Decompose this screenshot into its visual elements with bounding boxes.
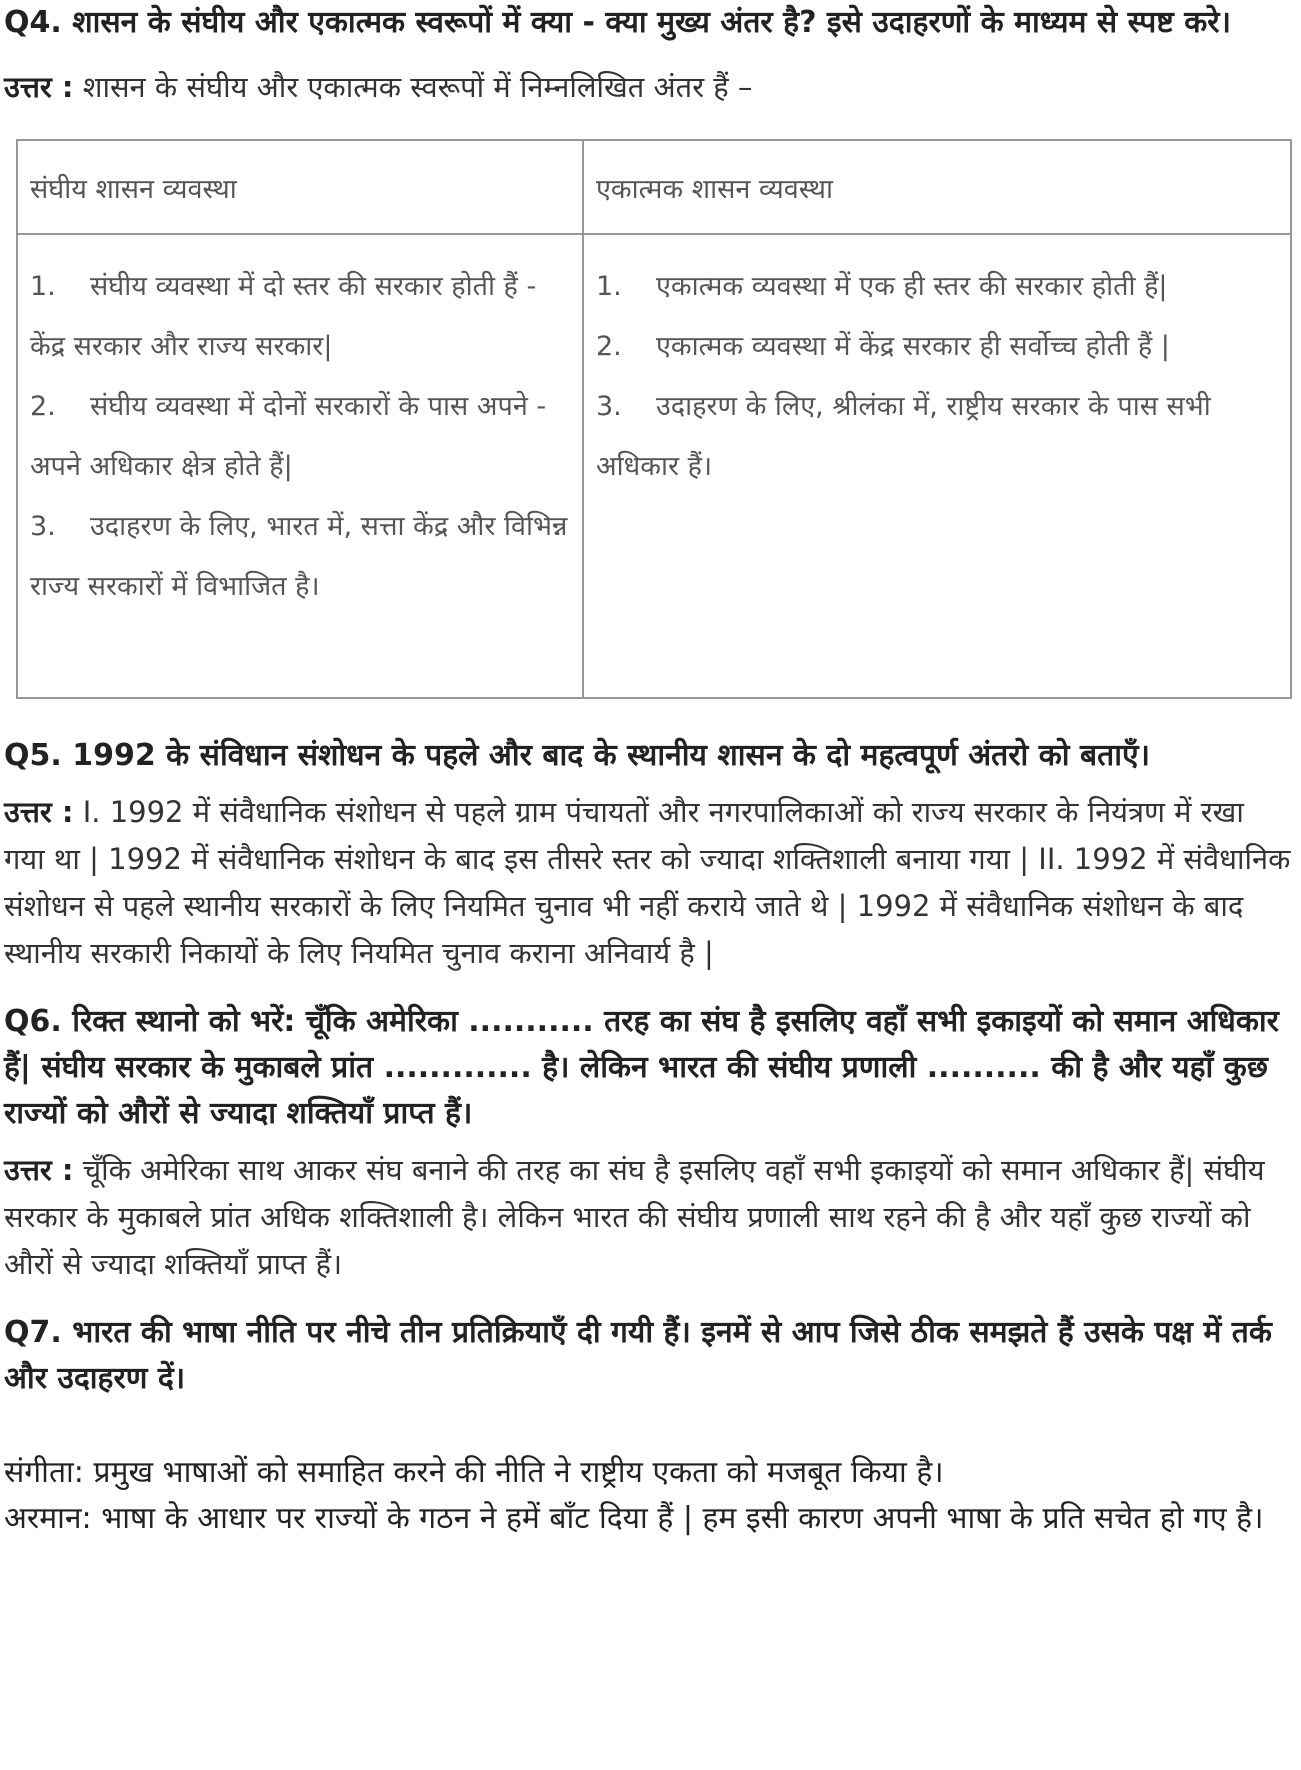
item-number: 1. [30,271,56,302]
answer-label: उत्तर : [4,795,74,829]
item-text: संघीय व्यवस्था में दोनों सरकारों के पास अपने - अपने अधिकार क्षेत्र होते हैं| [30,391,547,482]
answer-text: I. 1992 में संवैधानिक संशोधन से पहले ग्राम पंचायतों और नगरपालिकाओं को राज्य सरकार के नियंत्रण में रखा गया था | 1992 में संवैधानिक संशोधन के बाद इस तीसरे स्तर को ज्यादा शक्तिशाली बनाया गया | II. 1992 में संवैधानिक संशोधन से पहले स्थानीय सरकारों के लिए नियमित चुनाव भी नहीं कराये जाते थे | 1992 में संवैधानिक संशोधन के बाद स्थानीय सरकारी निकायों के लिए नियमित चुनाव कराना अनिवार्य है | [4,795,1291,970]
question-text: भारत की भाषा नीति पर नीचे तीन प्रतिक्रियाएँ दी गयी हैं। इनमें से आप जिसे ठीक समझते हैं उसके पक्ष में तर्क और उदाहरण दें। [4,1315,1272,1396]
question-number: Q5. [4,738,62,773]
item-text: संघीय व्यवस्था में दो स्तर की सरकार होती हैं - केंद्र सरकार और राज्य सरकार| [30,271,537,362]
list-item [596,377,1278,497]
item-number: 3. [30,511,56,542]
unitary-cell [583,234,1291,698]
answer-label: उत्तर : [4,1153,74,1187]
item-number: 2. [30,391,56,422]
answer-text: शासन के संघीय और एकात्मक स्वरूपों में निम्नलिखित अंतर हैं – [82,70,753,104]
table-header-unitary: एकात्मक शासन व्यवस्था [583,140,1291,234]
answer-text: चूँकि अमेरिका साथ आकर संघ बनाने की तरह का संघ है इसलिए वहाँ सभी इकाइयों को समान अधिकार हैं| संघीय सरकार के मुकाबले प्रांत अधिक शक्तिशाली है। लेकिन भारत की संघीय प्रणाली साथ रहने की है और यहाँ कुछ राज्यों को औरों से ज्यादा शक्तियाँ प्राप्त हैं। [4,1153,1265,1281]
list-item [596,257,1278,317]
item-text: एकात्मक व्यवस्था में एक ही स्तर की सरकार होती हैं| [656,271,1168,302]
list-item [30,377,570,497]
response-arman: अरमान: भाषा के आधार पर राज्यों के गठन ने हमें बाँट दिया हैं | हम इसी कारण अपनी भाषा के प्रति सचेत हो गए है। [4,1501,1264,1536]
list-item [30,497,570,617]
item-number: 3. [596,391,622,422]
item-text: उदाहरण के लिए, भारत में, सत्ता केंद्र और विभिन्न राज्य सरकारों में विभाजित है। [30,511,568,602]
comparison-table [16,139,1292,699]
question-6 [4,999,1291,1137]
question-5 [4,733,1291,779]
question-text: 1992 के संविधान संशोधन के पहले और बाद के स्थानीय शासन के दो महत्वपूर्ण अंतरो को बताएँ। [72,738,1150,773]
item-number: 1. [596,271,622,302]
response-sangeeta: संगीता: प्रमुख भाषाओं को समाहित करने की नीति ने राष्ट्रीय एकता को मजबूत किया है। [4,1455,944,1490]
answer-5 [4,789,1291,977]
table-row [17,234,1291,698]
question-text: रिक्त स्थानो को भरें: चूँकि अमेरिका ........... तरह का संघ है इसलिए वहाँ सभी इकाइयों को समान अधिकार हैं| संघीय सरकार के मुकाबले प्रांत ............. है। लेकिन भारत की संघीय प्रणाली .......... की है और यहाँ कुछ राज्यों को औरों से ज्यादा शक्तियाँ प्राप्त हैं। [4,1004,1279,1131]
item-text: उदाहरण के लिए, श्रीलंका में, राष्ट्रीय सरकार के पास सभी अधिकार हैं। [596,391,1211,482]
answer-6 [4,1147,1291,1288]
question-text: शासन के संघीय और एकात्मक स्वरूपों में क्या - क्या मुख्य अंतर है? इसे उदाहरणों के माध्यम से स्पष्ट करे। [72,5,1231,40]
table-header-federal: संघीय शासन व्यवस्था [17,140,583,234]
table-header-row [17,140,1291,234]
question-number: Q7. [4,1315,62,1350]
question-number: Q4. [4,5,62,40]
question-number: Q6. [4,1004,62,1039]
question-7 [4,1310,1291,1402]
list-item [30,257,570,377]
item-text: एकात्मक व्यवस्था में केंद्र सरकार ही सर्वोच्च होती हैं | [656,331,1170,362]
question-4 [4,0,1291,46]
answer-label: उत्तर : [4,70,74,104]
list-item [596,317,1278,377]
federal-cell [17,234,583,698]
item-number: 2. [596,331,622,362]
answer-4 [4,64,1291,111]
